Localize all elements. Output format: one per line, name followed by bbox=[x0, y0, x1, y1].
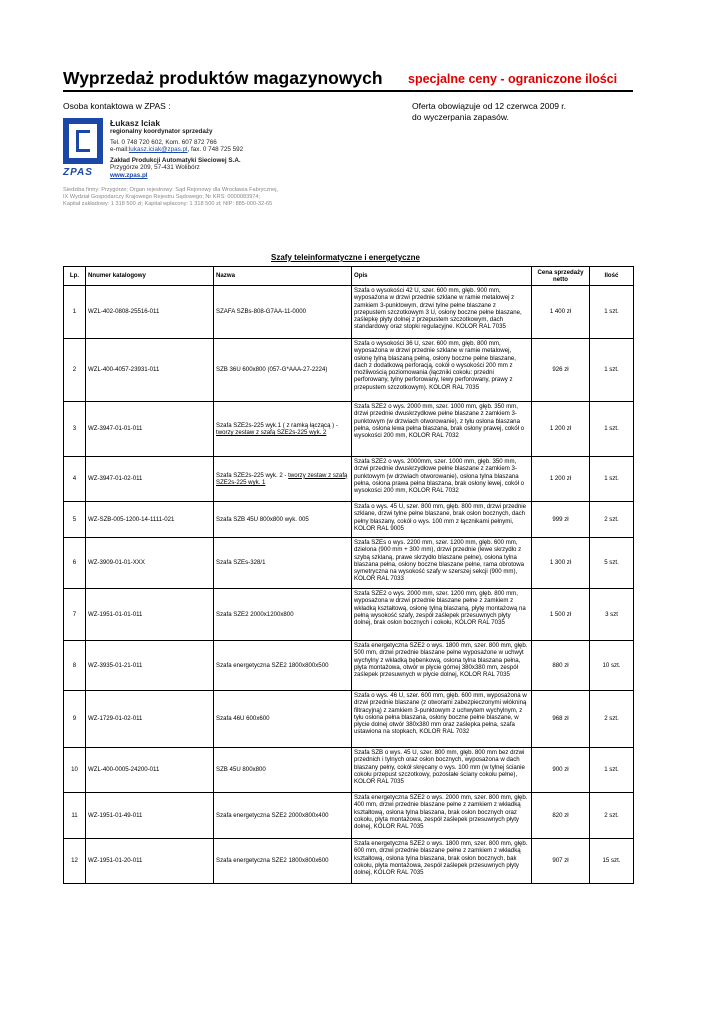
cell-lp: 5 bbox=[64, 502, 86, 538]
contact-email-line bbox=[110, 146, 243, 154]
products-table bbox=[63, 266, 634, 884]
cell-qty: 10 szt. bbox=[590, 641, 634, 691]
cell-price: 907 zł bbox=[532, 839, 590, 884]
cell-qty: 1 szt. bbox=[590, 402, 634, 457]
cell-qty: 1 szt. bbox=[590, 339, 634, 402]
contact-role: regionalny koordynator sprzedaży bbox=[110, 128, 213, 135]
header-lp: Lp. bbox=[64, 267, 86, 286]
cell-qty: 5 szt. bbox=[590, 538, 634, 589]
cell-qty: 1 szt. bbox=[590, 457, 634, 502]
cell-qty: 2 szt. bbox=[590, 793, 634, 839]
cell-name: Szafa 46U 600x600 bbox=[214, 691, 352, 748]
table-header-row bbox=[64, 267, 634, 286]
header-catalog: Nnumer katalogowy bbox=[86, 267, 214, 286]
table-row bbox=[64, 402, 634, 457]
cell-name: Szafa SZE2 2000x1200x800 bbox=[214, 589, 352, 641]
cell-catalog: WZ-SZB-005-1200-14-1111-021 bbox=[86, 502, 214, 538]
cell-catalog: WZ-3909-01-01-XXX bbox=[86, 538, 214, 589]
cell-catalog: WZ-3947-01-02-011 bbox=[86, 457, 214, 502]
cell-price: 1 500 zł bbox=[532, 589, 590, 641]
legal-line-3: Kapitał zakładowy: 1 318 500 zł; Kapitał wpłacony: 1 318 500 zł; NIP: 885-000-32-65 bbox=[63, 201, 273, 207]
cell-name: Szafa energetyczna SZE2 2000x800x400 bbox=[214, 793, 352, 839]
cell-lp: 7 bbox=[64, 589, 86, 641]
company-name: Zakład Produkcji Automatyki Sieciowej S.A. bbox=[110, 156, 241, 164]
logo-text: ZPAS bbox=[63, 167, 93, 178]
cell-lp: 1 bbox=[64, 286, 86, 339]
cell-price: 999 zł bbox=[532, 502, 590, 538]
legal-line-2: IX Wydział Gospodarczy Krajowego Rejestru Sądowego; Nr KRS: 0000083974; bbox=[63, 194, 261, 200]
cell-name: SZB 36U 600x800 (057-G*AAA-27-2224) bbox=[214, 339, 352, 402]
cell-desc: Szafa o wys. 45 U, szer. 800 mm, głęb. 800 mm, drzwi przednie szklane, drzwi tylne pełne blaszane, brak osłon bocznych, dach pełny blaszany, cokół o wys. 100 mm z łącznikami pełnymi, KOLOR RAL 9005 bbox=[352, 502, 532, 538]
zpas-logo bbox=[63, 118, 103, 181]
table-row bbox=[64, 793, 634, 839]
cell-catalog: WZL-400-0005-24200-011 bbox=[86, 748, 214, 793]
cell-desc: Szafa SZB o wys. 45 U, szer. 800 mm, głęb. 800 mm bez drzwi przednich i tylnych oraz osłon bocznych, wyposażona w dach blaszany pełny, cokół skręcany o wys. 100 mm (w tylnej ścianie cokołu przepust szczotkowy, pozostałe ściany cokołu pełne), KOLOR RAL 7035 bbox=[352, 748, 532, 793]
cell-price: 968 zł bbox=[532, 691, 590, 748]
email-prefix: e-mail: bbox=[110, 146, 129, 154]
cell-catalog: WZ-3947-01-01-011 bbox=[86, 402, 214, 457]
cell-qty: 2 szt. bbox=[590, 502, 634, 538]
cell-catalog: WZ-1951-01-49-011 bbox=[86, 793, 214, 839]
cell-price: 820 zł bbox=[532, 793, 590, 839]
table-row bbox=[64, 748, 634, 793]
cell-qty: 3 szt bbox=[590, 589, 634, 641]
cell-catalog: WZL-400-4057-23931-011 bbox=[86, 339, 214, 402]
table-row bbox=[64, 457, 634, 502]
business-card bbox=[110, 118, 243, 180]
offer-line-1: Oferta obowiązuje od 12 czerwca 2009 r. bbox=[412, 101, 567, 111]
cell-catalog: WZL-402-0808-25516-011 bbox=[86, 286, 214, 339]
cell-catalog: WZ-1951-01-01-011 bbox=[86, 589, 214, 641]
cell-qty: 1 szt. bbox=[590, 748, 634, 793]
cell-name: SZB 45U 800x800 bbox=[214, 748, 352, 793]
table-row bbox=[64, 538, 634, 589]
contact-phone: Tel. 0 748 720 602, Kom. 607 872 766 bbox=[110, 138, 217, 146]
cell-name: Szafa energetyczna SZE2 1800x800x600 bbox=[214, 839, 352, 884]
cell-name: Szafa SZB 45U 800x800 wyk. 005 bbox=[214, 502, 352, 538]
cell-catalog: WZ-1951-01-20-011 bbox=[86, 839, 214, 884]
cell-name: SZAFA SZBs-808-G7AA-11-0000 bbox=[214, 286, 352, 339]
legal-info bbox=[63, 187, 363, 208]
cell-lp: 9 bbox=[64, 691, 86, 748]
cell-catalog: WZ-1729-01-02-011 bbox=[86, 691, 214, 748]
table-row bbox=[64, 286, 634, 339]
table-row bbox=[64, 502, 634, 538]
cell-price: 1 200 zł bbox=[532, 457, 590, 502]
cell-name: Szafa energetyczna SZE2 1800x800x500 bbox=[214, 641, 352, 691]
email-link[interactable]: lukasz.iciak@zpas.pl bbox=[128, 146, 188, 154]
table-row bbox=[64, 339, 634, 402]
cell-name: Szafa SZEs-328/1 bbox=[214, 538, 352, 589]
contact-fax: , fax. 0 748 725 592 bbox=[187, 146, 244, 154]
cell-desc: Szafa o wysokości 42 U, szer. 600 mm, głęb. 900 mm, wyposażona w drzwi przednie szklane w ramie metalowej z zamkiem 3-punktowym, drzwi tylne pełne blaszane z przepustem szczotkowym 3 U, osłony boczne pełne blaszane, zaślepkę płyty dolnej z przepustem szczotkowym, dach standardowy oraz stopki regulacyjne. KOLOR RAL 7035 bbox=[352, 286, 532, 339]
table-row bbox=[64, 641, 634, 691]
cell-price: 1 400 zł bbox=[532, 286, 590, 339]
header-qty: Ilość bbox=[590, 267, 634, 286]
cell-qty: 15 szt. bbox=[590, 839, 634, 884]
cell-lp: 11 bbox=[64, 793, 86, 839]
cell-name: Szafa SZE2s-225 wyk.1 ( z ramką łączącą ) - tworzy zestaw z szafą SZE2s-225 wyk. 2 bbox=[214, 402, 352, 457]
cell-price: 1 200 zł bbox=[532, 402, 590, 457]
cell-qty: 1 szt. bbox=[590, 286, 634, 339]
contact-name: Łukasz Iciak bbox=[110, 118, 161, 128]
offer-validity bbox=[412, 101, 612, 122]
cell-desc: Szafa SZE2 o wys. 2000 mm, szer. 1200 mm, głęb. 800 mm, wyposażona w drzwi przednie blaszane pełne z zamkiem z wkładką kształtową, osłonę tylną blaszaną, płytę montażową na pełną wysokość szafy, zespół zaślepek przesuwnych płyty dolnej, brak osłon bocznych i cokołu, KOLOR RAL 7035 bbox=[352, 589, 532, 641]
cell-lp: 8 bbox=[64, 641, 86, 691]
logo-frame-shape bbox=[63, 118, 103, 164]
cell-desc: Szafa SZEs o wys. 2200 mm, szer. 1200 mm, głęb. 600 mm, dzielona (900 mm + 300 mm), drzwi przednie (lewe skrzydło z szybą szklaną, prawe skrzydło blaszane pełne), osłona tylna blaszana pełna, osłony boczne blaszane pełne, rama obrotowa symetryczna na wysokość szafy w szerszej sekcji (900 mm), KOLOR RAL 7033 bbox=[352, 538, 532, 589]
cell-desc: Szafa o wysokości 36 U, szer. 600 mm, głęb. 800 mm, wyposażona w drzwi przednie szklane w ramie metalowej, osłonę tylną blaszaną pełną, osłony boczne pełne blaszane, dach z dodatkową perforacją, cokół o wysokości 200 mm z możliwością poziomowania (łączniki cokołu: przedni perforowany, tylny perforowany, lewy perforowany, prawy z przepustem szczotkowym). KOLOR RAL 7035 bbox=[352, 339, 532, 402]
cell-price: 926 zł bbox=[532, 339, 590, 402]
contact-label: Osoba kontaktowa w ZPAS : bbox=[63, 101, 171, 111]
cell-lp: 4 bbox=[64, 457, 86, 502]
table-row bbox=[64, 839, 634, 884]
section-title: Szafy teleinformatyczne i energetyczne bbox=[271, 253, 420, 262]
offer-line-2: do wyczerpania zapasów. bbox=[412, 111, 509, 122]
cell-desc: Szafa o wys. 46 U, szer. 600 mm, głęb. 600 mm, wyposażona w drzwi przednie blaszane (z otworami zabezpieczonymi włókniną filtracyjną) z zamkiem 3-punktowym z uchwytem wychylnym, z tyłu osłona pełna blaszana, osłony boczne pełne blaszane, w płycie dolnej otwór 380x380 mm oraz zaślepka pełna, szafa ustawiona na stopkach, KOLOR RAL 7032 bbox=[352, 691, 532, 748]
cell-lp: 12 bbox=[64, 839, 86, 884]
cell-lp: 3 bbox=[64, 402, 86, 457]
cell-desc: Szafa energetyczna SZE2 o wys. 1800 mm, szer. 800 mm, głęb. 500 mm, drzwi przednie blaszane pełne wyposażone w uchwyt wychylny z wkładką bębenkową, osłona tylna blaszana pełna, płyta montażowa, otwór w płycie górnej 380x380 mm, zespół zaślepek przesuwnych w płycie dolnej, KOLOR RAL 7035 bbox=[352, 641, 532, 691]
table-row bbox=[64, 691, 634, 748]
cell-catalog: WZ-3935-01-21-011 bbox=[86, 641, 214, 691]
cell-desc: Szafa SZE2 o wys. 2000 mm, szer. 1000 mm, głęb. 350 mm, drzwi przednie dwuskrzydłowe pełne blaszane z zamkiem 3-punktowym (w drzwiach otworowanie), z tyłu osłona blaszana pełna, osłona lewa pełna blaszana, brak osłony prawej, cokół o wysokości 200 mm, KOLOR RAL 7032 bbox=[352, 402, 532, 457]
table-row bbox=[64, 589, 634, 641]
company-address: Przygórze 209, 57-431 Wolibórz bbox=[110, 164, 200, 172]
header-desc: Opis bbox=[352, 267, 532, 286]
title-divider bbox=[63, 90, 633, 92]
cell-lp: 2 bbox=[64, 339, 86, 402]
cell-price: 1 300 zł bbox=[532, 538, 590, 589]
page-title: Wyprzedaż produktów magazynowych bbox=[63, 68, 383, 88]
page-subtitle: specjalne ceny - ograniczone ilości bbox=[408, 72, 618, 86]
cell-qty: 2 szt. bbox=[590, 691, 634, 748]
website-link[interactable]: www.zpas.pl bbox=[110, 171, 148, 179]
cell-desc: Szafa SZE2 o wys. 2000mm, szer. 1000 mm, głęb. 350 mm, drzwi przednie dwuskrzydłowe pełne blaszane z zamkiem 3-punktowym (w drzwiach otworowanie), osłona tylna blaszana pełna, osłona prawa pełna blaszana, brak osłony lewej, cokół o wysokości 200 mm, KOLOR RAL 7032 bbox=[352, 457, 532, 502]
cell-desc: Szafa energetyczna SZE2 o wys. 2000 mm, szer. 800 mm, głęb. 400 mm, drzwi przednie blaszane pełne z zamkiem z wkładką kształtową, osłona tylna blaszana, brak osłon bocznych oraz cokołu, płyta montażowa, zespół zaślepek przesuwnych płyty dolnej, KOLOR RAL 7035 bbox=[352, 793, 532, 839]
header-name: Nazwa bbox=[214, 267, 352, 286]
header-price: Cena sprzedaży netto bbox=[532, 267, 590, 286]
cell-name: Szafa SZE2s-225 wyk. 2 - tworzy zestaw z szafą SZE2s-225 wyk. 1 bbox=[214, 457, 352, 502]
cell-price: 880 zł bbox=[532, 641, 590, 691]
cell-desc: Szafa energetyczna SZE2 o wys. 1800 mm, szer. 800 mm, głęb. 600 mm, drzwi przednie blaszane pełne z zamkiem z wkładką kształtową, osłona tylna blaszana, brak osłon bocznych, bak cokołu, płyta montażowa, zespół zaślepek przesuwnych płyty dolnej, KOLOR RAL 7035 bbox=[352, 839, 532, 884]
cell-lp: 6 bbox=[64, 538, 86, 589]
cell-price: 900 zł bbox=[532, 748, 590, 793]
cell-lp: 10 bbox=[64, 748, 86, 793]
legal-line-1: Siedziba firmy: Przygórze; Organ rejestrowy: Sąd Rejonowy dla Wrocławia Fabrycznej, bbox=[63, 187, 279, 193]
